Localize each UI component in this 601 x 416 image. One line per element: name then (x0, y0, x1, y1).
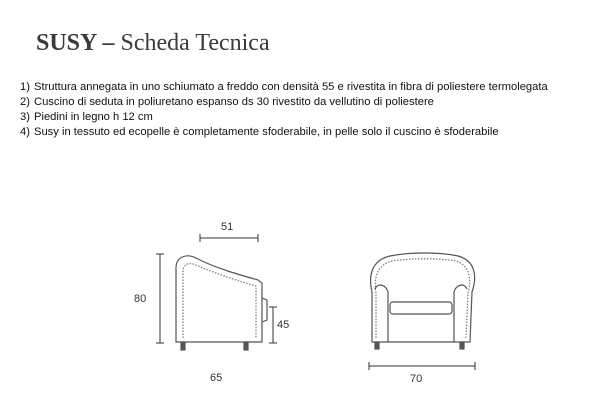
spec-text: Piedini in legno h 12 cm (34, 111, 153, 123)
spec-text: Cuscino di seduta in poliuretano espanso ds 30 rivestito da vellutino di poliestere (34, 96, 434, 108)
spec-number: 4) (20, 126, 30, 138)
title-dash: – (96, 30, 121, 56)
title-subtitle: Scheda Tecnica (120, 30, 270, 56)
spec-number: 3) (20, 111, 30, 123)
dimension-width (369, 362, 475, 370)
label-seat-depth: 51 (221, 221, 234, 233)
dimension-height (156, 254, 164, 343)
dimension-seat-depth (200, 234, 258, 242)
spec-number: 2) (20, 96, 30, 108)
label-seat-height: 45 (277, 319, 290, 331)
spec-text: Struttura annegata in uno schiumato a freddo con densità 55 e rivestita in fibra di poliestere termolegata (34, 81, 548, 93)
front-view-armchair (371, 253, 475, 349)
label-depth: 65 (210, 372, 223, 384)
dimension-seat-height (269, 307, 277, 343)
side-view-armchair (176, 256, 267, 350)
label-width: 70 (410, 373, 423, 385)
spec-number: 1) (20, 81, 30, 93)
product-name: SUSY (36, 30, 97, 56)
spec-text: Susy in tessuto ed ecopelle è completamente sfoderabile, in pelle solo il cuscino è sfoderabile (34, 126, 499, 138)
label-height: 80 (134, 293, 147, 305)
